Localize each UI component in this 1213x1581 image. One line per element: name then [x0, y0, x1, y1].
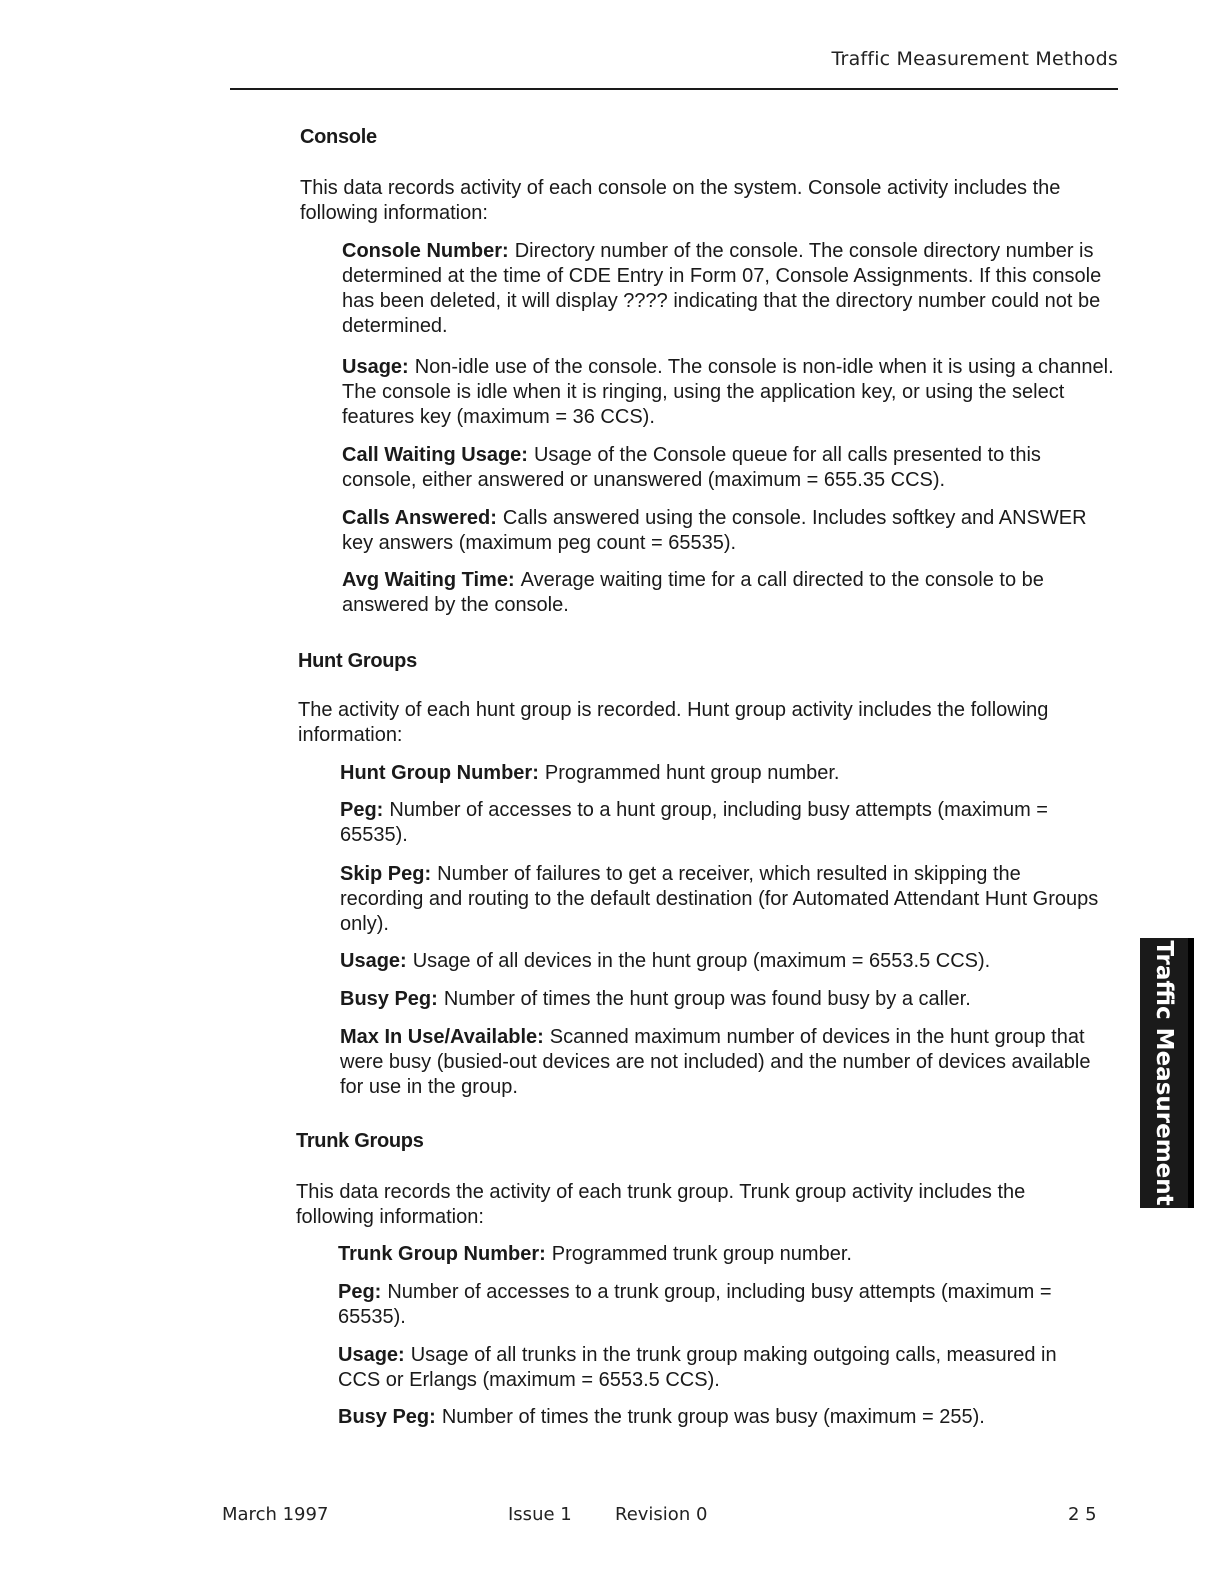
definition-term: Max In Use/Available:	[340, 1026, 544, 1048]
definition-description: Programmed trunk group number.	[551, 1243, 852, 1265]
definition-description: Number of accesses to a trunk group, including busy attempts (maximum = 65535).	[338, 1281, 1052, 1328]
definition-description: Usage of the Console queue for all calls presented to this console, either answered or unanswered (maximum = 655.35 CCS).	[342, 444, 1041, 491]
definition-description: Number of failures to get a receiver, which resulted in skipping the recording and routing to the default destination (for Automated Attendant Hunt Groups only).	[340, 863, 1099, 935]
side-tab-label: Traffic Measurement	[1151, 940, 1177, 1206]
definition-description: Scanned maximum number of devices in the hunt group that were busy (busied-out devices are not included) and the number of devices available for use in the group.	[340, 1026, 1091, 1098]
definition-item	[340, 949, 1100, 974]
definition-description: Number of accesses to a hunt group, including busy attempts (maximum = 65535).	[340, 799, 1048, 846]
definition-term: Calls Answered:	[342, 507, 497, 529]
definition-description: Number of times the trunk group was busy (maximum = 255).	[441, 1406, 985, 1428]
definition-term: Busy Peg:	[338, 1406, 436, 1428]
definition-item	[340, 798, 1100, 848]
definition-item	[338, 1280, 1103, 1330]
footer-page-number: 2 5	[1068, 1504, 1097, 1525]
definition-term: Hunt Group Number:	[340, 762, 539, 784]
definition-description: Directory number of the console. The console directory number is determined at the time of CDE Entry in Form 07, Console Assignments. If this console has been deleted, it will display ???? indicating that the directory number could not be determined.	[342, 240, 1102, 337]
running-header: Traffic Measurement Methods	[831, 48, 1118, 70]
definition-item	[340, 987, 1100, 1012]
section-heading-hunt-groups: Hunt Groups	[298, 650, 417, 672]
definition-item	[342, 239, 1114, 339]
definition-term: Avg Waiting Time:	[342, 569, 515, 591]
definition-term: Busy Peg:	[340, 988, 438, 1010]
definition-term: Peg:	[338, 1281, 382, 1303]
definition-description: Non-idle use of the console. The console is non-idle when it is using a channel. The console is idle when it is ringing, using the application key, or using the select features key (maximum = 36 CCS).	[342, 356, 1114, 428]
section-heading-trunk-groups: Trunk Groups	[296, 1130, 424, 1152]
footer-date: March 1997	[222, 1504, 329, 1525]
section-intro-console: This data records activity of each console on the system. Console activity includes the following information:	[300, 177, 1061, 224]
definition-description: Usage of all trunks in the trunk group making outgoing calls, measured in CCS or Erlangs (maximum = 6553.5 CCS).	[338, 1344, 1057, 1391]
section-heading-console: Console	[300, 126, 377, 148]
definition-term: Call Waiting Usage:	[342, 444, 528, 466]
definition-term: Usage:	[340, 950, 407, 972]
definition-description: Usage of all devices in the hunt group (maximum = 6553.5 CCS).	[412, 950, 991, 972]
definition-term: Usage:	[342, 356, 409, 378]
definition-item	[338, 1405, 1103, 1430]
definition-item	[338, 1343, 1103, 1393]
definition-description: Programmed hunt group number.	[544, 762, 840, 784]
definition-item	[340, 1025, 1105, 1100]
definition-description: Average waiting time for a call directed to the console to be answered by the console.	[342, 569, 1044, 616]
definition-description: Number of times the hunt group was found busy by a caller.	[443, 988, 971, 1010]
definition-term: Usage:	[338, 1344, 405, 1366]
definition-item	[340, 862, 1100, 937]
definition-item	[342, 506, 1114, 556]
definition-item	[342, 443, 1114, 493]
header-rule	[230, 88, 1118, 90]
section-trunk-groups	[296, 1130, 1096, 1153]
footer-revision: Revision 0	[615, 1504, 708, 1525]
definition-item	[338, 1242, 1103, 1267]
section-intro-hunt-groups: The activity of each hunt group is recorded. Hunt group activity includes the following information:	[298, 699, 1049, 746]
definition-item	[342, 355, 1114, 430]
definition-term: Trunk Group Number:	[338, 1243, 546, 1265]
section-hunt-groups	[298, 650, 1113, 673]
definition-description: Calls answered using the console. Includes softkey and ANSWER key answers (maximum peg count = 65535).	[342, 507, 1087, 554]
section-console	[300, 126, 1115, 149]
definition-item	[342, 568, 1114, 618]
definition-term: Peg:	[340, 799, 384, 821]
footer-issue: Issue 1	[508, 1504, 572, 1525]
definition-term: Skip Peg:	[340, 863, 432, 885]
side-thumb-tab	[1140, 938, 1194, 1208]
definition-term: Console Number:	[342, 240, 509, 262]
section-intro-trunk-groups: This data records the activity of each trunk group. Trunk group activity includes the following information:	[296, 1181, 1026, 1228]
definition-item	[340, 761, 1112, 786]
